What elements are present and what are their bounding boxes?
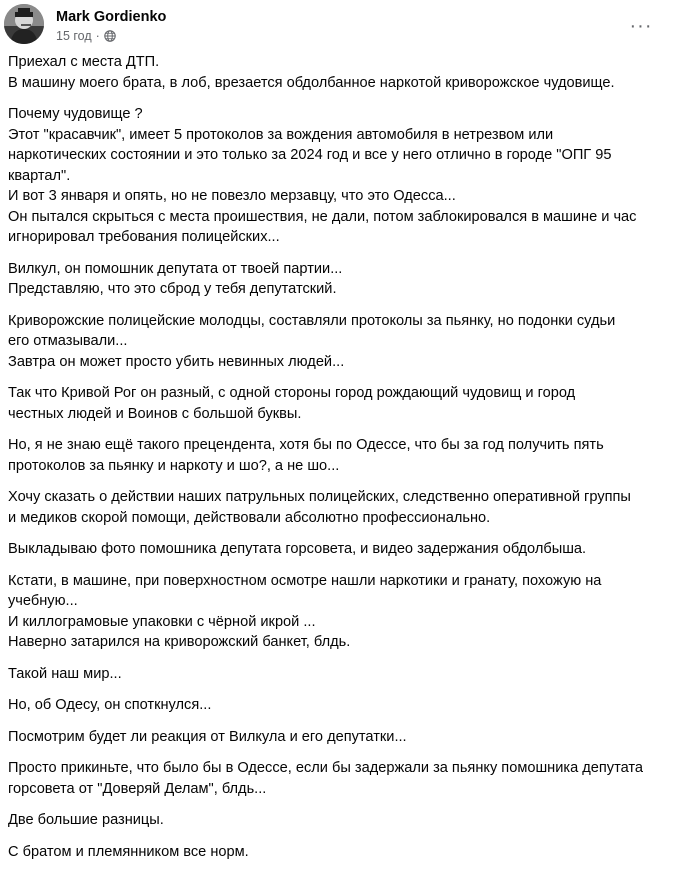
post-text-line: наркотических состоянии и это только за 2024 год и все у него отлично в городе "ОПГ 95 (8, 147, 612, 163)
post-paragraph (8, 311, 658, 373)
post-text-line: квартал". (8, 167, 71, 184)
post-text-line: Выкладываю фото помошника депутата горсовета, и видео задержания обдолбыша. (8, 541, 587, 557)
post-paragraph (8, 487, 658, 528)
post-text-line: Две большие разницы. (8, 812, 164, 828)
post-text-line: игнорировал требования полицейских... (8, 229, 280, 245)
author-name[interactable]: Mark Gordienko (56, 9, 167, 25)
ellipsis-icon: ··· (629, 15, 653, 37)
post-text-line: Почему чудовище ? (8, 106, 143, 122)
avatar-photo (4, 4, 44, 44)
post-text-line: Такой наш мир... (8, 665, 122, 682)
post-meta (56, 29, 116, 43)
post-paragraph (8, 383, 658, 424)
post-paragraph (8, 695, 658, 716)
post-paragraph (8, 435, 658, 476)
meta-separator: · (95, 29, 100, 43)
post-text-line: Вилкул, он помошник депутата от твоей партии... (8, 260, 343, 277)
post-text-line: Представляю, что это сброд у тебя депутатский. (8, 281, 337, 297)
post-text-line: С братом и племянником все норм. (8, 843, 249, 860)
post-text-line: Так что Кривой Рог он разный, с одной стороны город рождающий чудовищ и город (8, 385, 576, 401)
post-paragraph (8, 259, 658, 300)
post-text-line: И киллограмовые упаковки с чёрной икрой ... (8, 613, 316, 630)
post-text-line: Просто прикиньте, что было бы в Одессе, если бы задержали за пьянку помошника депутата (8, 760, 644, 776)
post-text-line: Но, я не знаю ещё такого прецендента, хотя бы по Одессе, что бы за год получить пять (8, 437, 604, 453)
post-body (8, 52, 658, 873)
post-text-line: его отмазывали... (8, 333, 128, 349)
post-paragraph (8, 664, 658, 685)
post-text-line: честных людей и Воинов с большой буквы. (8, 405, 302, 422)
post-text-line: Хочу сказать о действии наших патрульных полицейских, следственно оперативной группы (8, 489, 631, 505)
post-text-line: В машину моего брата, в лоб, врезается обдолбанное наркотой криворожское чудовище. (8, 74, 615, 91)
post-text-line: Наверно затарился на криворожский банкет, блдь. (8, 634, 351, 650)
post-text-line: Посмотрим будет ли реакция от Вилкула и его депутатки... (8, 728, 407, 745)
post-text-line: Криворожские полицейские молодцы, составляли протоколы за пьянку, но подонки судьи (8, 312, 616, 329)
globe-icon[interactable] (104, 30, 116, 42)
post-paragraph (8, 104, 658, 248)
post-paragraph (8, 571, 658, 653)
post-text-line: Он пытался скрыться с места проишествия, не дали, потом заблокировался в машине и час (8, 208, 637, 225)
post-text-line: Приехал с места ДТП. (8, 54, 160, 70)
post-header (0, 0, 673, 52)
post-text-line: и медиков скорой помощи, действовали абсолютно профессионально. (8, 509, 491, 526)
post-text-line: Кстати, в машине, при поверхностном осмотре нашли наркотики и гранату, похожую на (8, 572, 602, 589)
post-text-line: протоколов за пьянку и наркоту и шо?, а не шо... (8, 457, 340, 474)
post-text-line: учебную... (8, 593, 78, 609)
post-paragraph (8, 842, 658, 863)
post-text-line: И вот 3 января и опять, но не повезло мерзавцу, что это Одесса... (8, 188, 456, 204)
more-options-button[interactable] (629, 14, 653, 38)
post-paragraph (8, 727, 658, 748)
post-paragraph (8, 810, 658, 831)
post-paragraph (8, 52, 658, 93)
post-paragraph (8, 539, 658, 560)
post-text-line: горсовета от "Доверяй Делам", блдь... (8, 780, 267, 797)
post-text-line: Но, об Одесу, он споткнулся... (8, 697, 212, 713)
post-timestamp[interactable]: 15 год (56, 29, 92, 43)
post-text-line: Этот "красавчик", имеет 5 протоколов за вождения автомобиля в нетрезвом или (8, 126, 554, 143)
post-paragraph (8, 758, 658, 799)
author-avatar[interactable] (4, 4, 44, 44)
post-text-line: Завтра он может просто убить невинных людей... (8, 353, 345, 370)
